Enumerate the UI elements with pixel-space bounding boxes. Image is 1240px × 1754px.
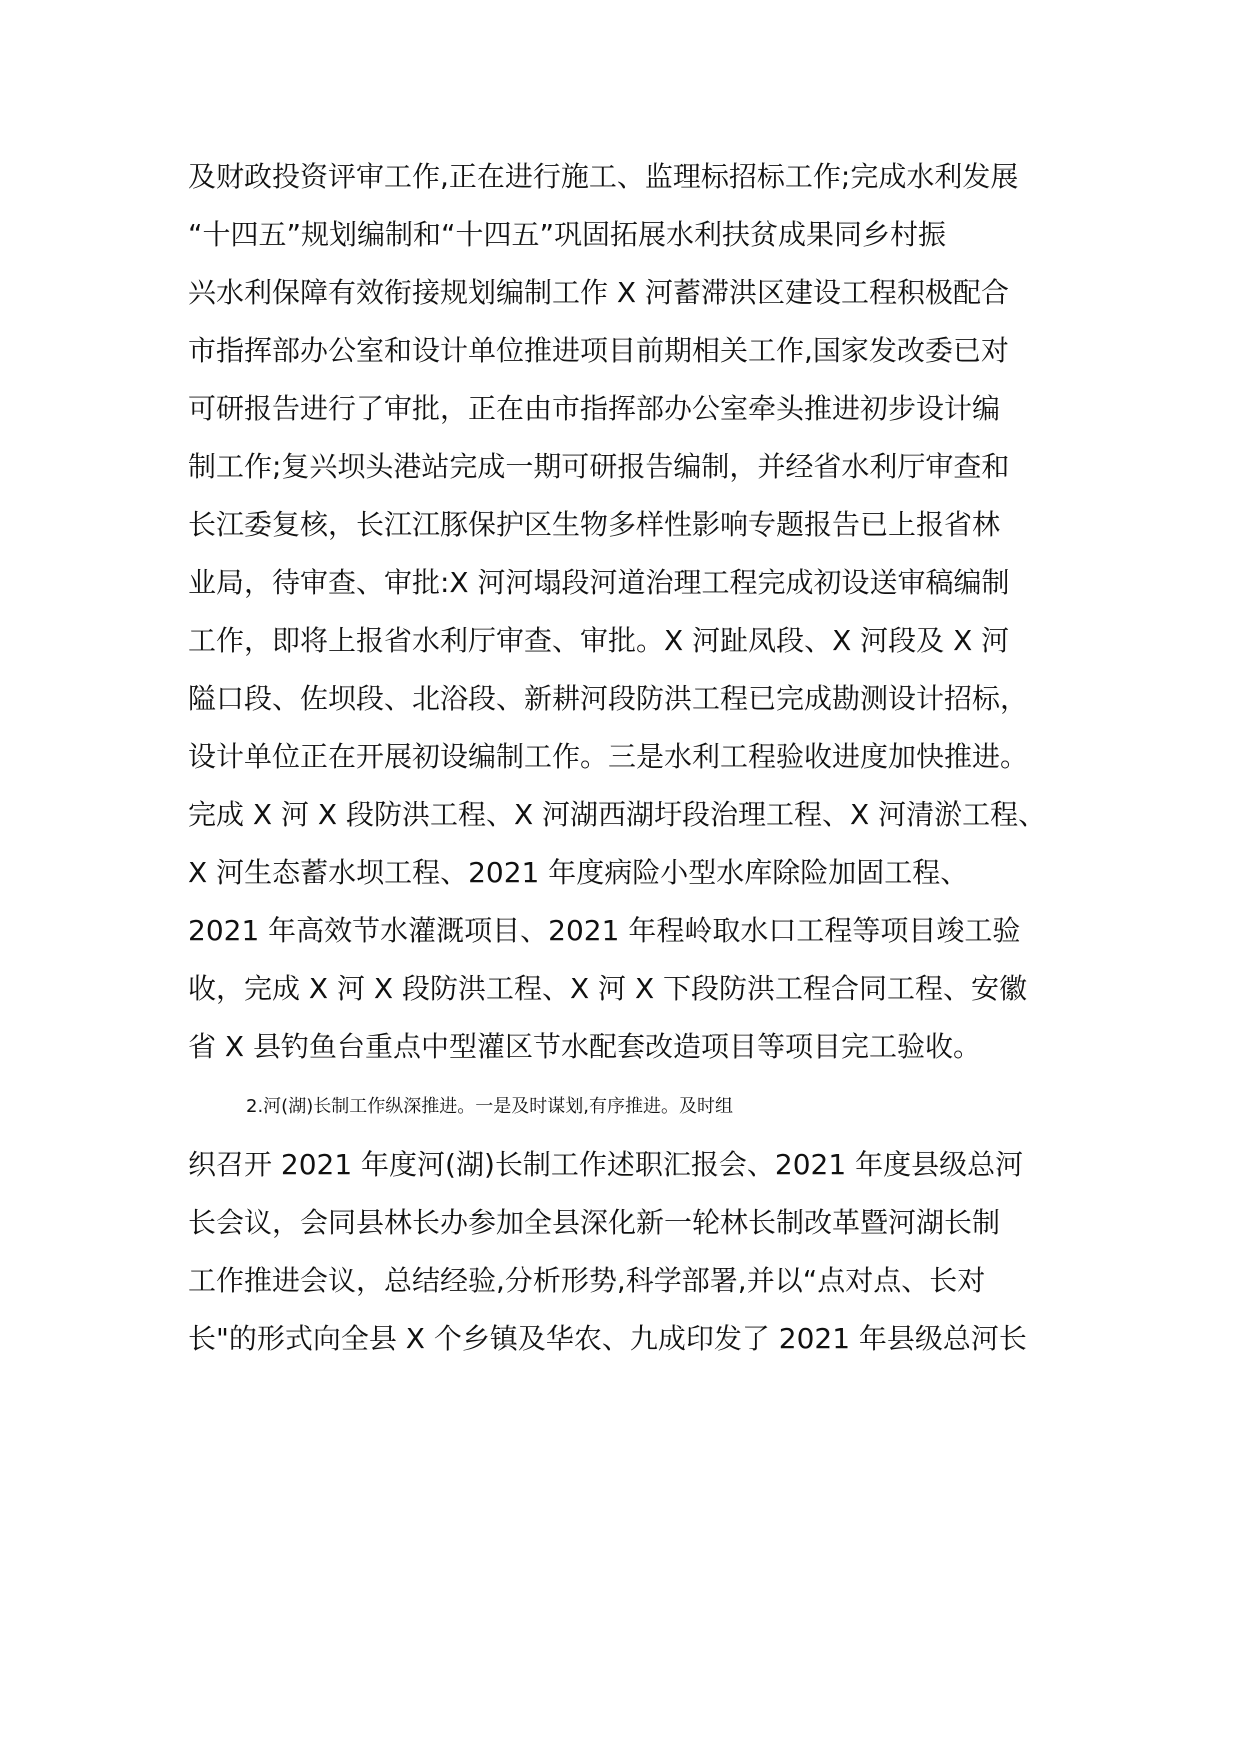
text-line: 兴水利保障有效衔接规划编制工作 X 河蓄滞洪区建设工程积极配合 [188, 276, 1009, 309]
text-line: 省 X 县钓鱼台重点中型灌区节水配套改造项目等项目完工验收。 [188, 1030, 981, 1063]
text-line: 长"的形式向全县 X 个乡镇及华农、九成印发了 2021 年县级总河长 [188, 1322, 1027, 1355]
text-line: 织召开 2021 年度河(湖)长制工作述职汇报会、2021 年度县级总河 [188, 1148, 1024, 1181]
text-line: 2021 年高效节水灌溉项目、2021 年程岭取水口工程等项目竣工验 [188, 914, 1021, 947]
text-line: 业局，待审查、审批:X 河河塌段河道治理工程完成初设送审稿编制 [188, 566, 1010, 599]
text-line: 完成 X 河 X 段防洪工程、X 河湖西湖圩段治理工程、X 河清淤工程、 [188, 798, 1047, 831]
text-line: 工作推进会议，总结经验,分析形势,科学部署,并以“点对点、长对 [188, 1264, 986, 1297]
text-line: 制工作;复兴坝头港站完成一期可研报告编制，并经省水利厅审查和 [188, 450, 1010, 483]
text-line: 收，完成 X 河 X 段防洪工程、X 河 X 下段防洪工程合同工程、安徽 [188, 972, 1028, 1005]
text-line: 工作，即将上报省水利厅审查、审批。X 河趾凤段、X 河段及 X 河 [188, 624, 1010, 657]
text-line: X 河生态蓄水坝工程、2021 年度病险小型水库除险加固工程、 [188, 856, 969, 889]
text-line: “十四五”规划编制和“十四五”巩固拓展水利扶贫成果同乡村振 [188, 218, 947, 251]
text-line: 长会议，会同县林长办参加全县深化新一轮林长制改革暨河湖长制 [188, 1206, 1001, 1239]
text-line: 市指挥部办公室和设计单位推进项目前期相关工作,国家发改委已对 [188, 334, 1009, 367]
text-line: 及财政投资评审工作,正在进行施工、监理标招标工作;完成水利发展 [188, 160, 1019, 193]
text-line: 设计单位正在开展初设编制工作。三是水利工程验收进度加快推进。 [188, 740, 1029, 773]
text-line: 可研报告进行了审批，正在由市指挥部办公室牵头推进初步设计编 [188, 392, 1001, 425]
text-line: 长江委复核，长江江豚保护区生物多样性影响专题报告已上报省林 [188, 508, 1001, 541]
text-line: 隘口段、佐坝段、北浴段、新耕河段防洪工程已完成勘测设计招标， [188, 682, 1029, 715]
paragraph-first-line: 2.河(湖)长制工作纵深推进。一是及时谋划,有序推进。及时组 [246, 1096, 733, 1117]
